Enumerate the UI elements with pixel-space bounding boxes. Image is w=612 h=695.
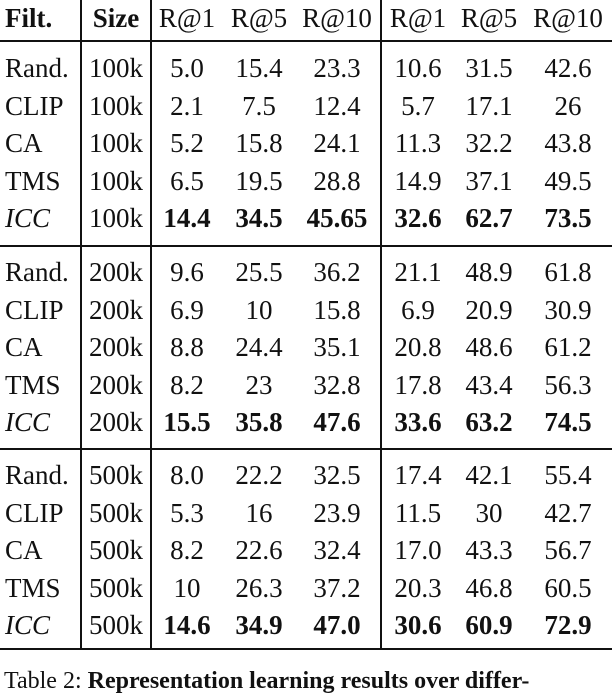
value-cell: 5.2 xyxy=(170,128,204,158)
filter-cell: CLIP xyxy=(5,497,64,528)
size-cell: 200k xyxy=(89,407,143,437)
filter-cell: ICC xyxy=(5,203,51,233)
table-row xyxy=(0,254,612,291)
value-cell: 34.5 xyxy=(235,203,283,233)
value-cell: 11.3 xyxy=(394,128,442,158)
value-cell: 28.8 xyxy=(313,165,361,196)
size-cell: 500k xyxy=(89,535,143,565)
table-row xyxy=(0,457,612,494)
value-cell: 42.7 xyxy=(544,497,592,528)
value-cell: 56.3 xyxy=(544,369,592,400)
filter-cell: TMS xyxy=(5,572,61,603)
size-cell: 100k xyxy=(89,90,143,121)
column-header: R@5 xyxy=(460,3,518,33)
column-header: R@10 xyxy=(533,3,603,33)
value-cell: 10 xyxy=(173,572,201,603)
value-cell: 72.9 xyxy=(544,610,592,640)
size-cell: 200k xyxy=(89,332,143,362)
value-cell: 26.3 xyxy=(235,572,283,603)
value-cell: 9.6 xyxy=(170,257,204,287)
column-header: R@10 xyxy=(302,3,372,33)
table-row xyxy=(0,607,612,644)
value-cell: 60.5 xyxy=(544,572,592,603)
size-cell: 500k xyxy=(89,460,143,490)
table-row xyxy=(0,163,612,200)
value-cell: 30.6 xyxy=(394,610,442,640)
value-cell: 5.0 xyxy=(170,53,204,83)
size-cell: 100k xyxy=(89,203,143,233)
value-cell: 25.5 xyxy=(235,257,283,287)
value-cell: 62.7 xyxy=(465,203,513,233)
column-header: Filt. xyxy=(5,3,53,33)
value-cell: 43.8 xyxy=(544,128,592,158)
value-cell: 47.0 xyxy=(313,610,361,640)
value-cell: 22.2 xyxy=(235,460,283,490)
table-row xyxy=(0,329,612,366)
value-cell: 17.4 xyxy=(394,460,442,490)
column-header: R@1 xyxy=(389,3,447,33)
value-cell: 20.3 xyxy=(394,572,442,603)
value-cell: 43.4 xyxy=(465,369,513,400)
table-row xyxy=(0,367,612,404)
filter-cell: TMS xyxy=(5,369,61,400)
value-cell: 2.1 xyxy=(170,90,204,121)
header-row xyxy=(0,0,612,37)
table-row xyxy=(0,50,612,87)
value-cell: 63.2 xyxy=(465,407,513,437)
value-cell: 14.6 xyxy=(163,610,211,640)
value-cell: 15.4 xyxy=(235,53,283,83)
filter-cell: Rand. xyxy=(5,257,69,287)
value-cell: 61.8 xyxy=(544,257,592,287)
value-cell: 21.1 xyxy=(394,257,442,287)
filter-cell: Rand. xyxy=(5,460,69,490)
value-cell: 60.9 xyxy=(465,610,513,640)
value-cell: 45.65 xyxy=(306,203,368,233)
value-cell: 32.5 xyxy=(313,460,361,490)
value-cell: 47.6 xyxy=(313,407,361,437)
value-cell: 56.7 xyxy=(544,535,592,565)
table-caption xyxy=(4,668,529,695)
value-cell: 32.6 xyxy=(394,203,442,233)
column-header: Size xyxy=(92,3,140,33)
value-cell: 14.9 xyxy=(394,165,442,196)
value-cell: 35.1 xyxy=(313,332,361,362)
value-cell: 23 xyxy=(245,369,273,400)
filter-cell: CA xyxy=(5,535,43,565)
value-cell: 24.1 xyxy=(313,128,361,158)
value-cell: 36.2 xyxy=(313,257,361,287)
caption-bold-text: Representation learning results over differ- xyxy=(87,668,530,694)
value-cell: 61.2 xyxy=(544,332,592,362)
value-cell: 14.4 xyxy=(163,203,211,233)
value-cell: 6.5 xyxy=(170,165,204,196)
value-cell: 8.2 xyxy=(170,535,204,565)
column-header: R@1 xyxy=(158,3,216,33)
value-cell: 23.9 xyxy=(313,497,361,528)
value-cell: 30 xyxy=(475,497,503,528)
value-cell: 12.4 xyxy=(313,90,361,121)
filter-cell: ICC xyxy=(5,610,51,640)
value-cell: 20.9 xyxy=(465,294,513,325)
horizontal-rule xyxy=(0,448,612,450)
value-cell: 16 xyxy=(245,497,273,528)
value-cell: 6.9 xyxy=(170,294,204,325)
value-cell: 43.3 xyxy=(465,535,513,565)
value-cell: 10.6 xyxy=(394,53,442,83)
value-cell: 24.4 xyxy=(235,332,283,362)
filter-cell: TMS xyxy=(5,165,61,196)
value-cell: 37.1 xyxy=(465,165,513,196)
value-cell: 32.4 xyxy=(313,535,361,565)
value-cell: 31.5 xyxy=(465,53,513,83)
filter-cell: CA xyxy=(5,128,43,158)
value-cell: 34.9 xyxy=(235,610,283,640)
value-cell: 32.8 xyxy=(313,369,361,400)
horizontal-rule xyxy=(0,245,612,247)
value-cell: 7.5 xyxy=(242,90,276,121)
value-cell: 15.8 xyxy=(235,128,283,158)
value-cell: 5.7 xyxy=(401,90,435,121)
filter-cell: ICC xyxy=(5,407,51,437)
value-cell: 19.5 xyxy=(235,165,283,196)
size-cell: 100k xyxy=(89,128,143,158)
table-row xyxy=(0,404,612,441)
value-cell: 8.0 xyxy=(170,460,204,490)
value-cell: 30.9 xyxy=(544,294,592,325)
value-cell: 5.3 xyxy=(170,497,204,528)
value-cell: 17.0 xyxy=(394,535,442,565)
value-cell: 73.5 xyxy=(544,203,592,233)
table-row xyxy=(0,125,612,162)
table-row xyxy=(0,495,612,532)
filter-cell: Rand. xyxy=(5,53,69,83)
size-cell: 500k xyxy=(89,572,143,603)
size-cell: 200k xyxy=(89,294,143,325)
filter-cell: CA xyxy=(5,332,43,362)
value-cell: 6.9 xyxy=(401,294,435,325)
filter-cell: CLIP xyxy=(5,294,64,325)
value-cell: 23.3 xyxy=(313,53,361,83)
value-cell: 46.8 xyxy=(465,572,513,603)
value-cell: 17.8 xyxy=(394,369,442,400)
value-cell: 42.1 xyxy=(465,460,513,490)
value-cell: 15.5 xyxy=(163,407,211,437)
caption-prefix: Table 2: xyxy=(4,668,88,694)
value-cell: 17.1 xyxy=(465,90,513,121)
value-cell: 74.5 xyxy=(544,407,592,437)
table-row xyxy=(0,570,612,607)
value-cell: 8.8 xyxy=(170,332,204,362)
value-cell: 55.4 xyxy=(544,460,592,490)
value-cell: 35.8 xyxy=(235,407,283,437)
value-cell: 22.6 xyxy=(235,535,283,565)
table-row xyxy=(0,88,612,125)
value-cell: 48.6 xyxy=(465,332,513,362)
value-cell: 32.2 xyxy=(465,128,513,158)
value-cell: 42.6 xyxy=(544,53,592,83)
value-cell: 11.5 xyxy=(394,497,442,528)
size-cell: 500k xyxy=(89,610,143,640)
size-cell: 200k xyxy=(89,257,143,287)
value-cell: 20.8 xyxy=(394,332,442,362)
filter-cell: CLIP xyxy=(5,90,64,121)
value-cell: 49.5 xyxy=(544,165,592,196)
table-row xyxy=(0,292,612,329)
value-cell: 15.8 xyxy=(313,294,361,325)
size-cell: 200k xyxy=(89,369,143,400)
value-cell: 33.6 xyxy=(394,407,442,437)
horizontal-rule xyxy=(0,648,612,650)
value-cell: 37.2 xyxy=(313,572,361,603)
size-cell: 100k xyxy=(89,53,143,83)
value-cell: 48.9 xyxy=(465,257,513,287)
value-cell: 8.2 xyxy=(170,369,204,400)
value-cell: 10 xyxy=(245,294,273,325)
table-row xyxy=(0,532,612,569)
size-cell: 500k xyxy=(89,497,143,528)
size-cell: 100k xyxy=(89,165,143,196)
horizontal-rule xyxy=(0,40,612,42)
table-row xyxy=(0,200,612,237)
value-cell: 26 xyxy=(554,90,582,121)
column-header: R@5 xyxy=(230,3,288,33)
